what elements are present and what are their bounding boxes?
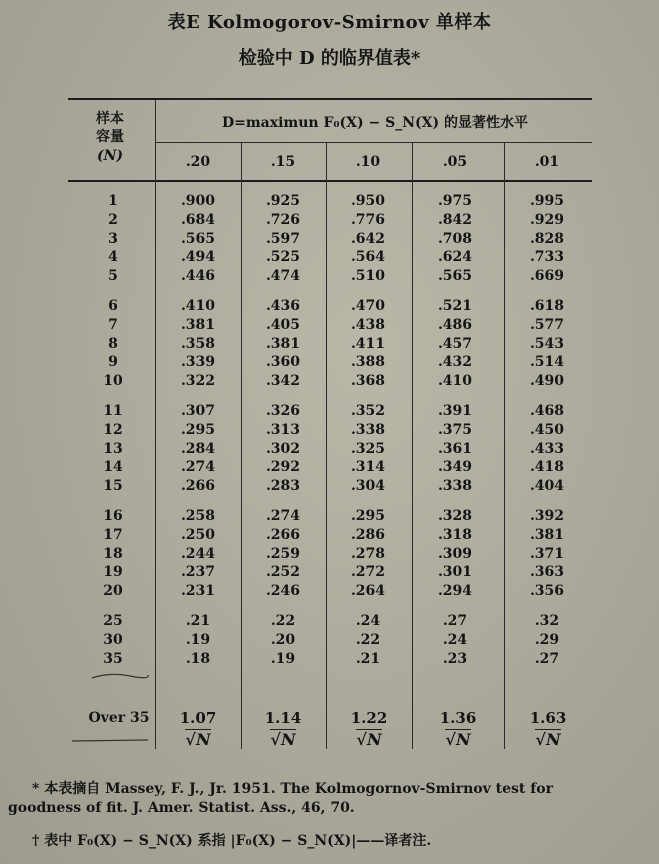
- critical-value-cell: .356: [529, 583, 565, 600]
- formula-numerator: 1.07: [179, 709, 217, 727]
- critical-value-cell: .29: [534, 631, 560, 648]
- critical-value-cell: .564: [350, 249, 386, 266]
- critical-value-cell: .490: [529, 373, 565, 390]
- column-divider: [241, 143, 242, 749]
- critical-value-cell: .577: [529, 316, 565, 333]
- sample-size-cell: 6: [108, 298, 118, 314]
- critical-value-cell: .433: [529, 440, 565, 457]
- critical-value-cell: .284: [180, 440, 216, 457]
- column-divider: [504, 143, 505, 749]
- critical-value-cell: .565: [180, 230, 216, 247]
- critical-value-cell: .975: [437, 193, 473, 209]
- formula-denominator: √N: [270, 730, 296, 749]
- critical-value-cell: .22: [355, 631, 381, 648]
- column-divider: [412, 143, 413, 749]
- critical-value-cell: .828: [529, 230, 565, 247]
- critical-value-cell: .418: [529, 459, 565, 476]
- formula-numerator: 1.22: [350, 709, 388, 727]
- critical-value-cell: .304: [350, 478, 386, 495]
- critical-value-cell: .314: [350, 459, 386, 476]
- sample-size-cell: 7: [108, 316, 118, 333]
- critical-value-cell: .318: [437, 526, 473, 543]
- critical-value-cell: .264: [350, 583, 386, 600]
- critical-value-cell: .22: [270, 613, 296, 629]
- critical-value-cell: .278: [350, 545, 386, 562]
- critical-value-cell: .313: [265, 421, 301, 438]
- critical-value-cell: .274: [265, 508, 301, 524]
- critical-value-cell: .244: [180, 545, 216, 562]
- critical-value-cell: .301: [437, 564, 473, 581]
- sample-size-cell: 4: [108, 249, 118, 266]
- pen-mark: [70, 736, 150, 746]
- critical-value-cell: .294: [437, 583, 473, 600]
- critical-value-cell: .543: [529, 335, 565, 352]
- critical-value-cell: .342: [265, 373, 301, 390]
- sample-size-cell: 35: [103, 650, 123, 667]
- critical-value-cell: .283: [265, 478, 301, 495]
- level-header: .20: [185, 154, 211, 170]
- critical-value-cell: .24: [442, 631, 468, 648]
- critical-value-cell: .19: [270, 650, 296, 667]
- critical-value-cell: .307: [180, 403, 216, 419]
- sample-size-cell: 20: [103, 583, 123, 600]
- critical-value-cell: .237: [180, 564, 216, 581]
- critical-value-cell: .708: [437, 230, 473, 247]
- critical-value-cell: .432: [437, 354, 473, 371]
- n-header-line3: (N): [96, 148, 124, 164]
- critical-value-cell: .457: [437, 335, 473, 352]
- critical-value-cell: .391: [437, 403, 473, 419]
- critical-value-cell: .338: [350, 421, 386, 438]
- critical-value-cell: .231: [180, 583, 216, 600]
- sample-size-cell: 2: [108, 211, 118, 228]
- critical-value-cell: .446: [180, 268, 216, 285]
- sample-size-cell: 5: [108, 268, 118, 285]
- sample-size-cell: 1: [108, 193, 118, 209]
- critical-value-cell: .776: [350, 211, 386, 228]
- critical-value-cell: .474: [265, 268, 301, 285]
- table-subtitle: 检验中 D 的临界值表*: [238, 48, 421, 69]
- header-mid-rule: [155, 142, 592, 143]
- footnote-citation: goodness of fit. J. Amer. Statist. Ass., 46, 70.: [8, 800, 355, 816]
- critical-value-cell: .309: [437, 545, 473, 562]
- pen-mark: [90, 670, 150, 682]
- critical-value-cell: .302: [265, 440, 301, 457]
- critical-value-cell: .352: [350, 403, 386, 419]
- sample-size-cell: 11: [103, 403, 123, 419]
- column-divider: [155, 99, 156, 749]
- sample-size-cell: 12: [103, 421, 123, 438]
- critical-value-cell: .375: [437, 421, 473, 438]
- footnote-source: * 本表摘自 Massey, F. J., Jr. 1951. The Kolmogornov-Smirnov test for: [32, 781, 553, 797]
- formula-denominator: √N: [445, 730, 471, 749]
- critical-value-cell: .405: [265, 316, 301, 333]
- critical-value-cell: .510: [350, 268, 386, 285]
- critical-value-cell: .597: [265, 230, 301, 247]
- critical-value-cell: .381: [180, 316, 216, 333]
- critical-value-cell: .259: [265, 545, 301, 562]
- critical-value-cell: .322: [180, 373, 216, 390]
- critical-value-cell: .411: [350, 335, 386, 352]
- critical-value-cell: .468: [529, 403, 565, 419]
- critical-value-cell: .27: [534, 650, 560, 667]
- sample-size-cell: 8: [108, 335, 118, 352]
- over-label: Over 35: [88, 710, 150, 726]
- header-bottom-rule: [68, 180, 592, 182]
- critical-value-cell: .995: [529, 193, 565, 209]
- critical-value-cell: .250: [180, 526, 216, 543]
- critical-value-cell: .272: [350, 564, 386, 581]
- over-35-formula: [508, 710, 588, 749]
- critical-value-cell: .27: [442, 613, 468, 629]
- sample-size-cell: 14: [103, 459, 123, 476]
- sample-size-cell: 13: [103, 440, 123, 457]
- over-35-formula: [418, 710, 498, 749]
- critical-value-cell: .494: [180, 249, 216, 266]
- critical-value-cell: .733: [529, 249, 565, 266]
- critical-value-cell: .18: [185, 650, 211, 667]
- critical-value-cell: .410: [437, 373, 473, 390]
- critical-value-cell: .388: [350, 354, 386, 371]
- critical-value-cell: .19: [185, 631, 211, 648]
- formula-numerator: 1.36: [439, 709, 477, 727]
- critical-value-cell: .295: [350, 508, 386, 524]
- critical-value-cell: .21: [355, 650, 381, 667]
- n-header-line1: 样本: [96, 111, 124, 127]
- critical-value-cell: .361: [437, 440, 473, 457]
- critical-value-cell: .349: [437, 459, 473, 476]
- critical-value-cell: .328: [437, 508, 473, 524]
- sample-size-cell: 16: [103, 508, 123, 524]
- sample-size-cell: 10: [103, 373, 123, 390]
- over-35-formula: [243, 710, 323, 749]
- formula-numerator: 1.63: [529, 709, 567, 727]
- critical-value-cell: .274: [180, 459, 216, 476]
- critical-value-cell: .929: [529, 211, 565, 228]
- critical-value-cell: .514: [529, 354, 565, 371]
- sample-size-cell: 9: [108, 354, 118, 371]
- critical-value-cell: .266: [180, 478, 216, 495]
- critical-value-cell: .363: [529, 564, 565, 581]
- critical-value-cell: .381: [529, 526, 565, 543]
- critical-value-cell: .618: [529, 298, 565, 314]
- critical-value-cell: .325: [350, 440, 386, 457]
- critical-value-cell: .286: [350, 526, 386, 543]
- sample-size-cell: 25: [103, 613, 123, 629]
- critical-value-cell: .486: [437, 316, 473, 333]
- critical-value-cell: .404: [529, 478, 565, 495]
- significance-header: D=maximun F₀(X) − S_N(X) 的显著性水平: [221, 115, 529, 131]
- level-header: .15: [270, 154, 296, 170]
- critical-value-cell: .368: [350, 373, 386, 390]
- critical-value-cell: .470: [350, 298, 386, 314]
- critical-value-cell: .371: [529, 545, 565, 562]
- formula-denominator: √N: [535, 730, 561, 749]
- critical-value-cell: .23: [442, 650, 468, 667]
- critical-value-cell: .24: [355, 613, 381, 629]
- sample-size-cell: 18: [103, 545, 123, 562]
- critical-value-cell: .252: [265, 564, 301, 581]
- critical-value-cell: .900: [180, 193, 216, 209]
- over-35-formula: [158, 710, 238, 749]
- critical-value-cell: .381: [265, 335, 301, 352]
- over-35-formula: [329, 710, 409, 749]
- footnote-translator: † 表中 F₀(X) − S_N(X) 系指 |F₀(X) − S_N(X)|——译者注.: [32, 833, 432, 849]
- critical-value-cell: .266: [265, 526, 301, 543]
- critical-value-cell: .292: [265, 459, 301, 476]
- critical-value-cell: .521: [437, 298, 473, 314]
- critical-value-cell: .339: [180, 354, 216, 371]
- critical-value-cell: .21: [185, 613, 211, 629]
- sample-size-cell: 3: [108, 230, 118, 247]
- sample-size-cell: 17: [103, 526, 123, 543]
- critical-value-cell: .842: [437, 211, 473, 228]
- table-title: 表E Kolmogorov-Smirnov 单样本: [167, 12, 492, 33]
- critical-value-cell: .258: [180, 508, 216, 524]
- critical-value-cell: .338: [437, 478, 473, 495]
- critical-value-cell: .392: [529, 508, 565, 524]
- critical-value-cell: .525: [265, 249, 301, 266]
- critical-value-cell: .565: [437, 268, 473, 285]
- level-header: .10: [355, 154, 381, 170]
- n-header-line2: 容量: [96, 129, 124, 145]
- sample-size-cell: 30: [103, 631, 123, 648]
- critical-value-cell: .726: [265, 211, 301, 228]
- table-top-rule: [68, 98, 592, 100]
- critical-value-cell: .684: [180, 211, 216, 228]
- critical-value-cell: .669: [529, 268, 565, 285]
- column-divider: [326, 143, 327, 749]
- critical-value-cell: .642: [350, 230, 386, 247]
- critical-value-cell: .450: [529, 421, 565, 438]
- sample-size-cell: 15: [103, 478, 123, 495]
- formula-numerator: 1.14: [264, 709, 302, 727]
- level-header: .05: [442, 154, 468, 170]
- critical-value-cell: .624: [437, 249, 473, 266]
- critical-value-cell: .925: [265, 193, 301, 209]
- critical-value-cell: .295: [180, 421, 216, 438]
- critical-value-cell: .436: [265, 298, 301, 314]
- formula-denominator: √N: [185, 730, 211, 749]
- critical-value-cell: .950: [350, 193, 386, 209]
- level-header: .01: [534, 154, 560, 170]
- critical-value-cell: .32: [534, 613, 560, 629]
- critical-value-cell: .360: [265, 354, 301, 371]
- critical-value-cell: .246: [265, 583, 301, 600]
- critical-value-cell: .410: [180, 298, 216, 314]
- formula-denominator: √N: [356, 730, 382, 749]
- sample-size-cell: 19: [103, 564, 123, 581]
- critical-value-cell: .438: [350, 316, 386, 333]
- critical-value-cell: .326: [265, 403, 301, 419]
- critical-value-cell: .358: [180, 335, 216, 352]
- critical-value-cell: .20: [270, 631, 296, 648]
